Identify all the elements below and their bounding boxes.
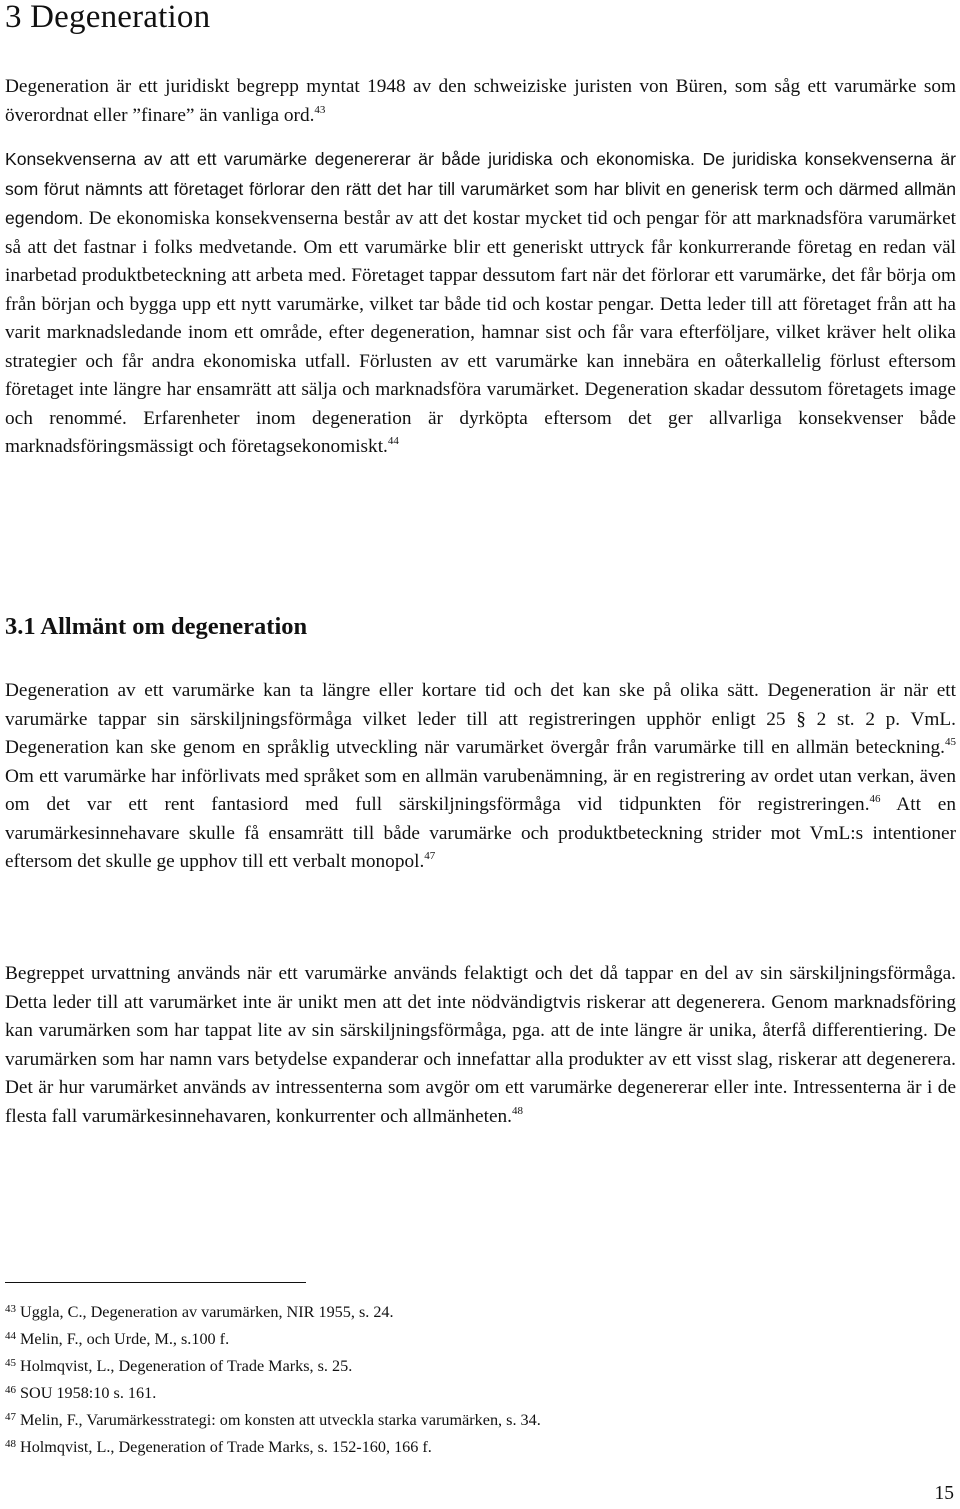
- paragraph-consequences-sans-text: Konsekvenserna av att ett varumärke degenererar är både juridiska och ekonomiska. De juridiska konsekvenserna är som förut nämnts att företaget förlorar den rätt det har till varumärket som har blivit en generisk term och därmed allmän egendom.: [5, 149, 956, 228]
- section-title: 3.1 Allmänt om degeneration: [5, 613, 308, 640]
- footnote-number: 43: [5, 1303, 16, 1315]
- section-sign: §: [796, 708, 806, 730]
- footnote-item: [5, 1351, 905, 1378]
- footnote-item: [5, 1405, 905, 1432]
- paragraph-general-text-c: Om ett varumärke har införlivats med språket som en allmän varubenämning, är en registrering av ordet utan verkan, även om det var ett rent fantasiord med full särskiljningsförmåga vid tidpunkten för registreringen.: [5, 765, 956, 815]
- footnote-text: SOU 1958:10 s. 161.: [20, 1384, 157, 1403]
- paragraph-general-text-b: 2 st. 2 p. VmL. Degeneration kan ske genom en språklig utveckling när varumärket övergår från varumärke till en allmän beteckning.: [5, 708, 957, 758]
- paragraph-general: [5, 677, 956, 877]
- footnote-number: 46: [5, 1384, 16, 1397]
- paragraph-intro-text: Degeneration är ett juridiskt begrepp myntat 1948 av den schweiziske juristen von Büren, som såg ett varumärke som överordnat eller ”finare” än vanliga ord.: [5, 76, 956, 126]
- page-number: 15: [934, 1483, 954, 1504]
- footnote-text: Uggla, C., Degeneration av varumärken, NIR 1955, s. 24.: [20, 1303, 394, 1321]
- footnote-ref-43: 43: [314, 103, 326, 116]
- footnote-number: 44: [5, 1330, 16, 1343]
- footnote-ref-46: 46: [869, 793, 881, 805]
- chapter-title: 3 Degeneration: [5, 0, 211, 35]
- footnote-text: Holmqvist, L., Degeneration of Trade Marks, s. 152-160, 166 f.: [20, 1438, 432, 1457]
- footnote-text: Melin, F., Varumärkesstrategi: om konsten att utveckla starka varumärken, s. 34.: [20, 1411, 541, 1430]
- footnote-text: Holmqvist, L., Degeneration of Trade Marks, s. 25.: [20, 1357, 353, 1376]
- footnote-text: Melin, F., och Urde, M., s.100 f.: [20, 1330, 230, 1349]
- paragraph-dilution: [5, 960, 956, 1131]
- footnote-item: [5, 1432, 905, 1459]
- footnote-number: 48: [5, 1438, 16, 1451]
- footnote-ref-44: 44: [387, 435, 399, 447]
- paragraph-general-text-d: Att en varumärkesinnehavare skulle få ensamrätt till både varumärke och produktbeteckning strider mot VmL:s intentioner eftersom det skulle ge upphov till ett verbalt monopol.: [5, 794, 956, 872]
- paragraph-consequences-serif-text: De ekonomiska konsekvenserna består av att det kostar mycket tid och pengar för att marknadsföra varumärket så att det fastnar i folks medvetande. Om ett varumärke blir ett generiskt uttryck får konkurrerande företag en redan väl inarbetad produktbeteckning att arbeta med. Företaget tappar dessutom fart när det förlorar ett varumärke, det får börja om från början och bygga upp ett nytt varumärke, vilket tar både tid och kostar pengar. Detta leder till att företaget från att ha varit marknadsledande inom ett område, efter degeneration, hamnar sist och får vara efterföljare, vilket kräver helt olika strategier och får andra ekonomiska utfall. Förlusten av ett varumärke kan innebära en oåterkallelig förlust eftersom företaget inte längre har ensamrätt att sälja och marknadsföra varumärket. Degeneration skadar dessutom företagets image och renommé. Erfarenheter inom degeneration är dyrköpta eftersom det ger allvarliga konsekvenser både marknadsföringsmässigt och företagsekonomiskt.: [5, 208, 956, 457]
- footnote-item: [5, 1378, 905, 1405]
- footnote-list: [5, 1297, 905, 1460]
- footnote-item: [5, 1297, 905, 1324]
- footnote-number: 47: [5, 1411, 16, 1424]
- footnote-ref-48: 48: [511, 1104, 523, 1117]
- paragraph-general-text-a: Degeneration av ett varumärke kan ta längre eller kortare tid och det kan ske på olika sätt. Degeneration är när ett varumärke tappar sin särskiljningsförmåga vilket leder till att registreringen upphör enligt 25: [5, 680, 956, 730]
- paragraph-intro: [5, 73, 956, 130]
- footnote-separator: [5, 1282, 306, 1283]
- footnote-ref-45: 45: [945, 736, 956, 748]
- footnote-ref-47: 47: [424, 850, 436, 862]
- paragraph-consequences: [5, 145, 956, 462]
- footnote-number: 45: [5, 1357, 16, 1370]
- paragraph-dilution-text: Begreppet urvattning används när ett varumärke används felaktigt och det då tappar en del av sin särskiljningsförmåga. Detta leder till att varumärket inte är unikt men att det inte nödvändigtvis riskerar att degenerera. Genom marknadsföring kan varumärken som har tappat lite av sin särskiljningsförmåga, pga. att de inte längre är unika, återfå differentiering. De varumärken som har namn vars betydelse expanderar och innefattar alla produkter av ett visst slag, riskerar att degenerera. Det är hur varumärket används av intressenterna som avgör om ett varumärke degenererar eller inte. Intressenterna är i de flesta fall varumärkesinnehavaren, konkurrenter och allmänheten.: [5, 963, 956, 1127]
- footnote-item: [5, 1324, 905, 1351]
